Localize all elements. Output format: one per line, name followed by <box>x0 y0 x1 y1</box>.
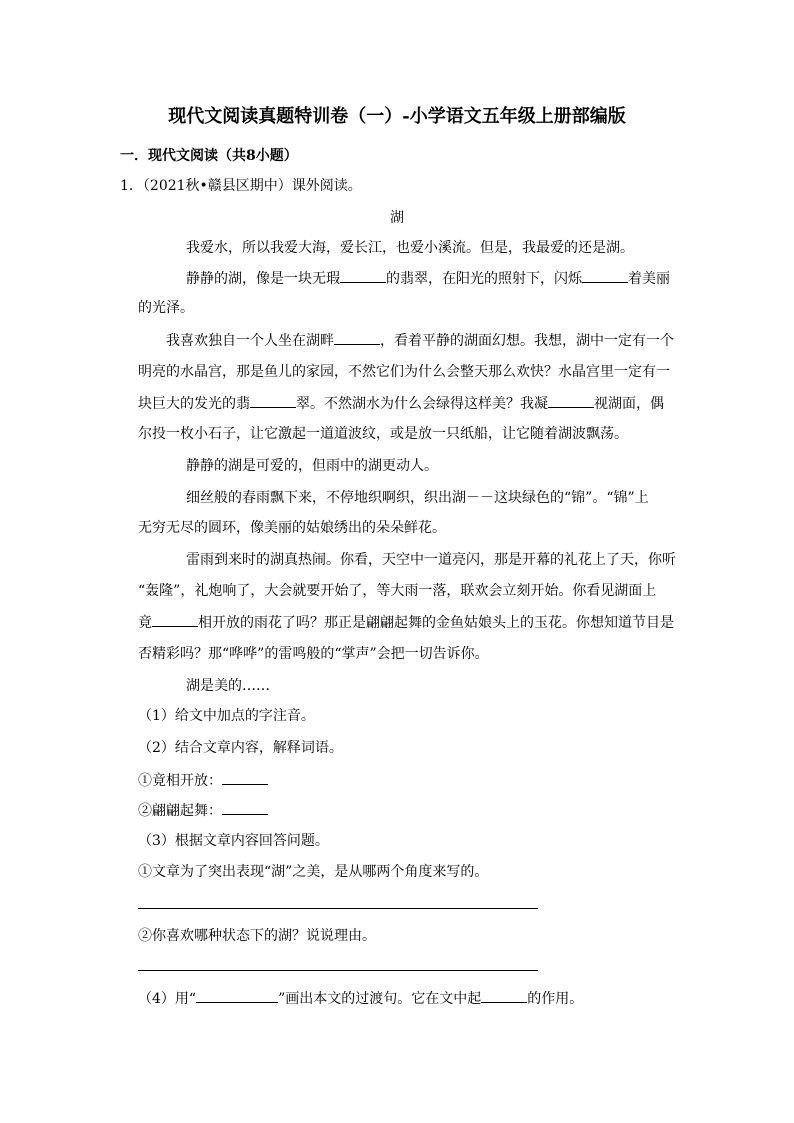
fill-blank[interactable] <box>548 393 594 408</box>
passage-line: 尔投一枚小石子，让它激起一道道波纹，或是放一只纸船，让它随着湖波飘荡。 <box>138 426 628 442</box>
passage-line: 雷雨到来时的湖真热闹。你看，天空中一道亮闪，那是开幕的礼花上了天，你听 <box>186 552 676 568</box>
passage-line: “轰隆”，礼炮响了，大会就要开始了，等大雨一落，联欢会立刻开始。你看见湖面上 <box>138 583 657 599</box>
passage-line: 明亮的水晶宫，那是鱼儿的家园，不然它们为什么会整天那么欢快？水晶宫里一定有一 <box>138 364 670 380</box>
passage-line: 竟 相开放的雨花了吗？那正是翩翩起舞的金鱼姑娘头上的玉花。你想知道节目是 <box>138 612 674 633</box>
sub-question-3: （3）根据文章内容回答问题。 <box>138 833 329 849</box>
passage-line: 湖是美的…… <box>186 678 270 694</box>
question-intro: 1．（2021秋•赣县区期中）课外阅读。 <box>120 178 362 194</box>
fill-blank[interactable] <box>340 268 386 283</box>
passage-title: 湖 <box>390 210 404 226</box>
section-heading: 一．现代文阅读（共8小题） <box>120 148 298 164</box>
fill-blank[interactable] <box>334 330 380 345</box>
sub-question-2a: ①竟相开放： <box>138 770 268 791</box>
answer-line[interactable] <box>138 908 538 909</box>
passage-line: 我爱水，所以我爱大海，爱长江，也爱小溪流。但是，我最爱的还是湖。 <box>186 240 634 256</box>
fill-blank[interactable] <box>250 393 296 408</box>
sub-question-3a: ①文章为了突出表现“湖”之美，是从哪两个角度来写的。 <box>138 864 489 880</box>
sub-question-4: （4）用“ ”画出本文的过渡句。它在文中起 的作用。 <box>138 988 583 1009</box>
passage-line: 否精彩吗？那“哗哗”的雷鸣般的“掌声”会把一切告诉你。 <box>138 646 489 662</box>
fill-blank[interactable] <box>152 612 198 627</box>
document-title: 现代文阅读真题特训卷（一）-小学语文五年级上册部编版 <box>168 106 626 127</box>
answer-blank[interactable] <box>481 988 527 1003</box>
fill-blank[interactable] <box>582 268 628 283</box>
answer-line[interactable] <box>138 970 538 971</box>
passage-line: 的光泽。 <box>138 300 194 316</box>
passage-line: 我喜欢独自一个人坐在湖畔 ，看着平静的湖面幻想。我想，湖中一定有一个 <box>166 330 674 351</box>
passage-line: 静静的湖，像是一块无瑕 的翡翠，在阳光的照射下，闪烁 着美丽 <box>186 268 670 289</box>
passage-line: 块巨大的发光的翡 翠。不然湖水为什么会绿得这样美？我凝 视湖面，偶 <box>138 393 664 414</box>
sub-question-3b: ②你喜欢哪种状态下的湖？说说理由。 <box>138 928 376 944</box>
passage-line: 无穷无尽的圆环，像美丽的姑娘绣出的朵朵鲜花。 <box>138 520 446 536</box>
passage-line: 静静的湖是可爱的，但雨中的湖更动人。 <box>186 458 438 474</box>
sub-question-2b: ②翩翩起舞： <box>138 800 268 821</box>
answer-blank[interactable] <box>222 800 268 815</box>
answer-blank[interactable] <box>196 988 278 1003</box>
sub-question-2: （2）结合文章内容，解释词语。 <box>138 740 343 756</box>
passage-line: 细丝般的春雨飘下来，不停地织啊织，织出湖－－这块绿色的“锦”。“锦”上 <box>186 490 649 506</box>
sub-question-1: （1）给文中加点的字注音。 <box>138 708 315 724</box>
answer-blank[interactable] <box>222 770 268 785</box>
